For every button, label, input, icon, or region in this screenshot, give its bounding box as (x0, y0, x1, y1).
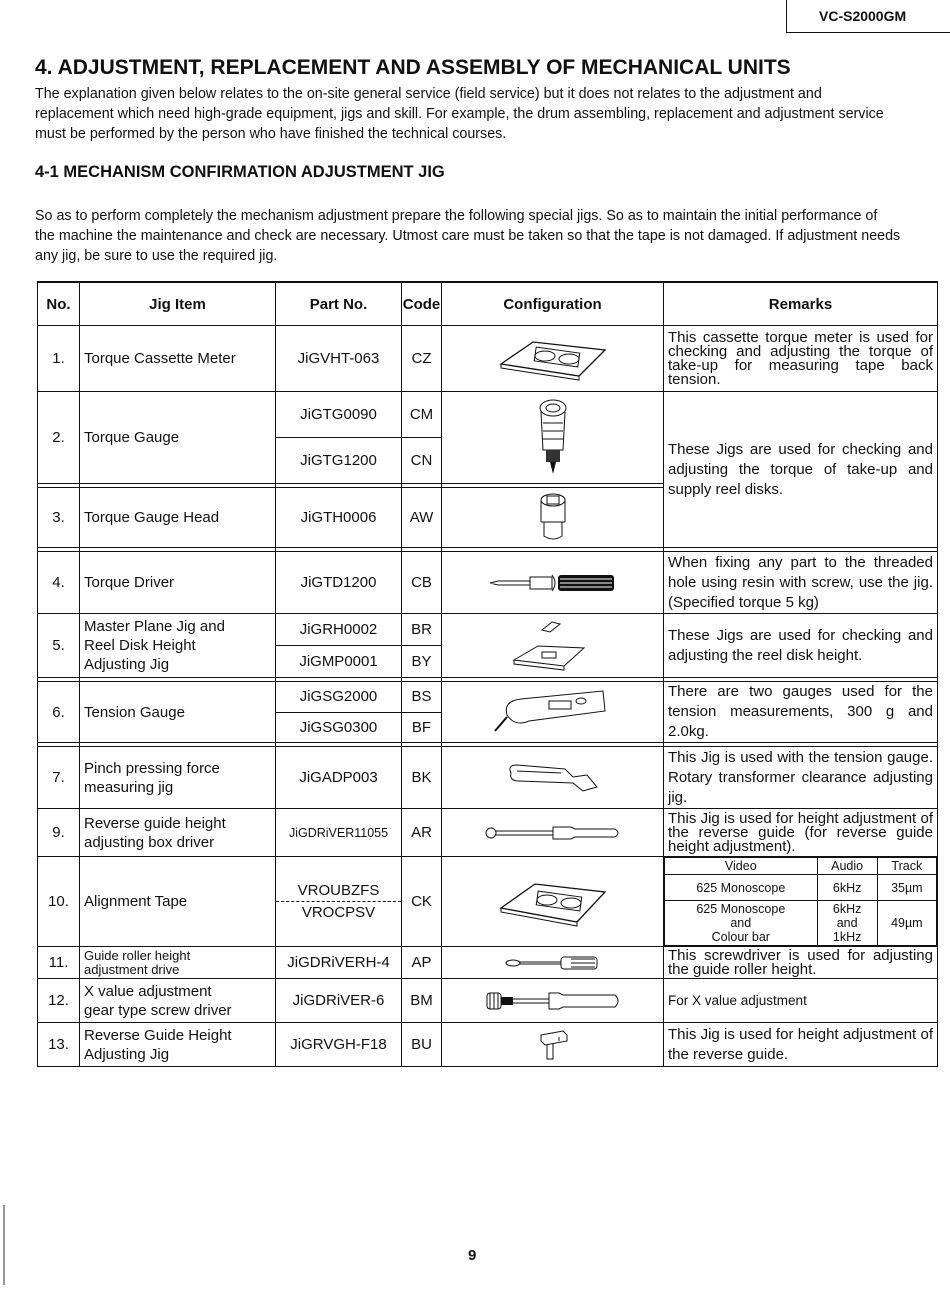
row-remarks: This Jig is used with the tension gauge. Rotary transformer clearance adjusting jig. (664, 747, 938, 809)
spec-cell: 49µm (877, 901, 936, 946)
header-part-no: Part No. (276, 282, 402, 326)
item-line: Adjusting Jig (84, 1045, 170, 1063)
row-no: 12. (38, 979, 80, 1023)
row-no: 3. (38, 488, 80, 548)
row-code: CM (402, 392, 442, 438)
margin-line (3, 1205, 5, 1285)
row-no: 7. (38, 747, 80, 809)
row-remarks: This Jig is used for height adjustment of the reverse guide. (664, 1023, 938, 1067)
row-item (80, 809, 276, 857)
item-line: X value adjustment (84, 982, 212, 1000)
cassette-meter-illustration (442, 326, 664, 392)
gauge-head-illustration (442, 488, 664, 548)
row-part-no: JiGRH0002 (276, 614, 402, 646)
row-remarks: There are two gauges used for the tension measurements, 300 g and 2.0kg. (664, 682, 938, 743)
table-row (38, 326, 938, 392)
model-number: VC-S2000GM (819, 8, 907, 24)
row-code: BK (402, 747, 442, 809)
row-part-no (276, 857, 402, 947)
row-no: 6. (38, 682, 80, 743)
row-no: 13. (38, 1023, 80, 1067)
part-no-a: VROUBZFS (297, 882, 380, 899)
spec-cell (665, 901, 818, 946)
row-part-no: JiGRVGH-F18 (276, 1023, 402, 1067)
reverse-guide-jig-illustration (442, 1023, 664, 1067)
row-item (80, 947, 276, 979)
part-no-b: VROCPSV (301, 904, 376, 921)
row-code: BY (402, 646, 442, 678)
row-part-no: JiGDRiVERH-4 (276, 947, 402, 979)
spec-line: 6kHz (832, 902, 862, 916)
row-part-no: JiGADP003 (276, 747, 402, 809)
row-code: BR (402, 614, 442, 646)
subsection-title: 4-1 MECHANISM CONFIRMATION ADJUSTMENT JIG (35, 163, 445, 181)
section-title: 4. ADJUSTMENT, REPLACEMENT AND ASSEMBLY OF MECHANICAL UNITS (35, 56, 791, 79)
row-item (80, 979, 276, 1023)
row-no: 2. (38, 392, 80, 484)
row-part-no: JiGDRiVER-6 (276, 979, 402, 1023)
spec-cell: 35µm (877, 875, 936, 901)
row-no: 10. (38, 857, 80, 947)
row-code: AR (402, 809, 442, 857)
row-code: CN (402, 438, 442, 484)
pinch-jig-illustration (442, 747, 664, 809)
row-remarks: This Jig is used for height adjustment of the reverse guide (for reverse guide height adjustment). (664, 809, 938, 857)
spec-cell: 625 Monoscope (665, 875, 818, 901)
item-line: measuring jig (84, 778, 174, 796)
row-no: 5. (38, 614, 80, 678)
table-row (38, 682, 938, 713)
row-code: CK (402, 857, 442, 947)
spec-line: and (836, 916, 858, 930)
spec-line: and (730, 916, 752, 930)
row-part-no: JiGVHT-063 (276, 326, 402, 392)
row-item: Alignment Tape (80, 857, 276, 947)
row-remarks: This cassette torque meter is used for checking and adjusting the torque of take-up for measuring tape back tension. (664, 326, 938, 392)
row-no: 9. (38, 809, 80, 857)
section-intro: The explanation given below relates to the on-site general service (field service) but it does not relates to the adjustment and replacement which need high-grade equipment, jigs and skill. For example, the drum assembling, replacement and adjustment service must be performed by the person who have finished the technical courses. (35, 86, 884, 142)
table-row (38, 979, 938, 1023)
torque-gauge-illustration (442, 392, 664, 484)
row-code: CZ (402, 326, 442, 392)
item-line: Guide roller height (84, 947, 191, 963)
tension-gauge-illustration (442, 682, 664, 743)
spec-cell (817, 901, 877, 946)
row-item: Tension Gauge (80, 682, 276, 743)
header-code: Code (402, 282, 442, 326)
jig-table (37, 281, 938, 1067)
table-row (38, 552, 938, 614)
row-part-no: JiGSG0300 (276, 712, 402, 743)
spec-header-track: Track (877, 858, 936, 875)
table-row (38, 857, 938, 947)
guide-roller-driver-illustration (442, 947, 664, 979)
item-line: Reel Disk Height (84, 637, 196, 654)
row-item (80, 614, 276, 678)
table-row (38, 747, 938, 809)
subsection-text: So as to perform completely the mechanism adjustment prepare the following special jigs. So as to maintain the initial performance of the machine the maintenance and check are necessary. Utmost care must be taken so that the tape is not damaged. If adjustment needs any jig, be sure to use the required jig. (35, 208, 901, 264)
row-part-no: JiGTD1200 (276, 552, 402, 614)
item-line: Master Plane Jig and (84, 618, 225, 635)
table-row (38, 614, 938, 646)
row-code: BM (402, 979, 442, 1023)
row-remarks: This screwdriver is used for adjusting the guide roller height. (664, 947, 938, 979)
alignment-tape-spec (664, 857, 938, 947)
row-item: Torque Gauge (80, 392, 276, 484)
table-row (38, 1023, 938, 1067)
header-jig-item: Jig Item (80, 282, 276, 326)
item-line: Reverse Guide Height (84, 1026, 232, 1044)
alignment-tape-spec-table (664, 857, 937, 946)
gear-screwdriver-illustration (442, 979, 664, 1023)
item-line: adjusting box driver (84, 833, 215, 851)
row-code: BU (402, 1023, 442, 1067)
row-code: BF (402, 712, 442, 743)
spec-cell: 6kHz (817, 875, 877, 901)
row-item (80, 747, 276, 809)
table-row (38, 809, 938, 857)
item-line: Adjusting Jig (84, 656, 170, 673)
row-part-no: JiGTH0006 (276, 488, 402, 548)
row-code: BS (402, 682, 442, 713)
page-number: 9 (468, 1247, 477, 1264)
row-item (80, 1023, 276, 1067)
table-header-row (38, 282, 938, 326)
reel-disk-jig-illustration (442, 614, 664, 678)
row-code: AW (402, 488, 442, 548)
row-code: AP (402, 947, 442, 979)
table-row (38, 947, 938, 979)
row-no: 11. (38, 947, 80, 979)
item-line: gear type screw driver (84, 1001, 232, 1019)
row-part-no: JiGTG0090 (276, 392, 402, 438)
spec-header-video: Video (665, 858, 818, 875)
row-remarks: These Jigs are used for checking and adjusting the reel disk height. (664, 614, 938, 678)
spec-line: 625 Monoscope (696, 902, 786, 916)
model-number-box (786, 0, 950, 33)
spec-line: 1kHz (832, 930, 862, 944)
row-remarks: These Jigs are used for checking and adjusting the torque of take-up and supply reel disks. (664, 392, 938, 548)
item-line: Pinch pressing force (84, 759, 220, 777)
row-code: CB (402, 552, 442, 614)
spec-line: Colour bar (711, 930, 770, 944)
row-item: Torque Driver (80, 552, 276, 614)
alignment-tape-illustration (442, 857, 664, 947)
row-item: Torque Gauge Head (80, 488, 276, 548)
table-row (38, 392, 938, 438)
row-part-no: JiGSG2000 (276, 682, 402, 713)
header-no: No. (38, 282, 80, 326)
dashed-divider (276, 901, 401, 902)
spec-header-audio: Audio (817, 858, 877, 875)
header-remarks: Remarks (664, 282, 938, 326)
header-configuration: Configuration (442, 282, 664, 326)
row-no: 4. (38, 552, 80, 614)
row-part-no: JiGTG1200 (276, 438, 402, 484)
box-driver-illustration (442, 809, 664, 857)
torque-driver-illustration (442, 552, 664, 614)
row-remarks: When fixing any part to the threaded hole using resin with screw, use the jig. (Specified torque 5 kg) (664, 552, 938, 614)
row-remarks: For X value adjustment (664, 979, 938, 1023)
row-part-no: JiGMP0001 (276, 646, 402, 678)
row-no: 1. (38, 326, 80, 392)
row-item: Torque Cassette Meter (80, 326, 276, 392)
row-part-no: JiGDRiVER11055 (276, 809, 402, 857)
item-line: adjustment drive (84, 961, 180, 977)
item-line: Reverse guide height (84, 814, 226, 832)
